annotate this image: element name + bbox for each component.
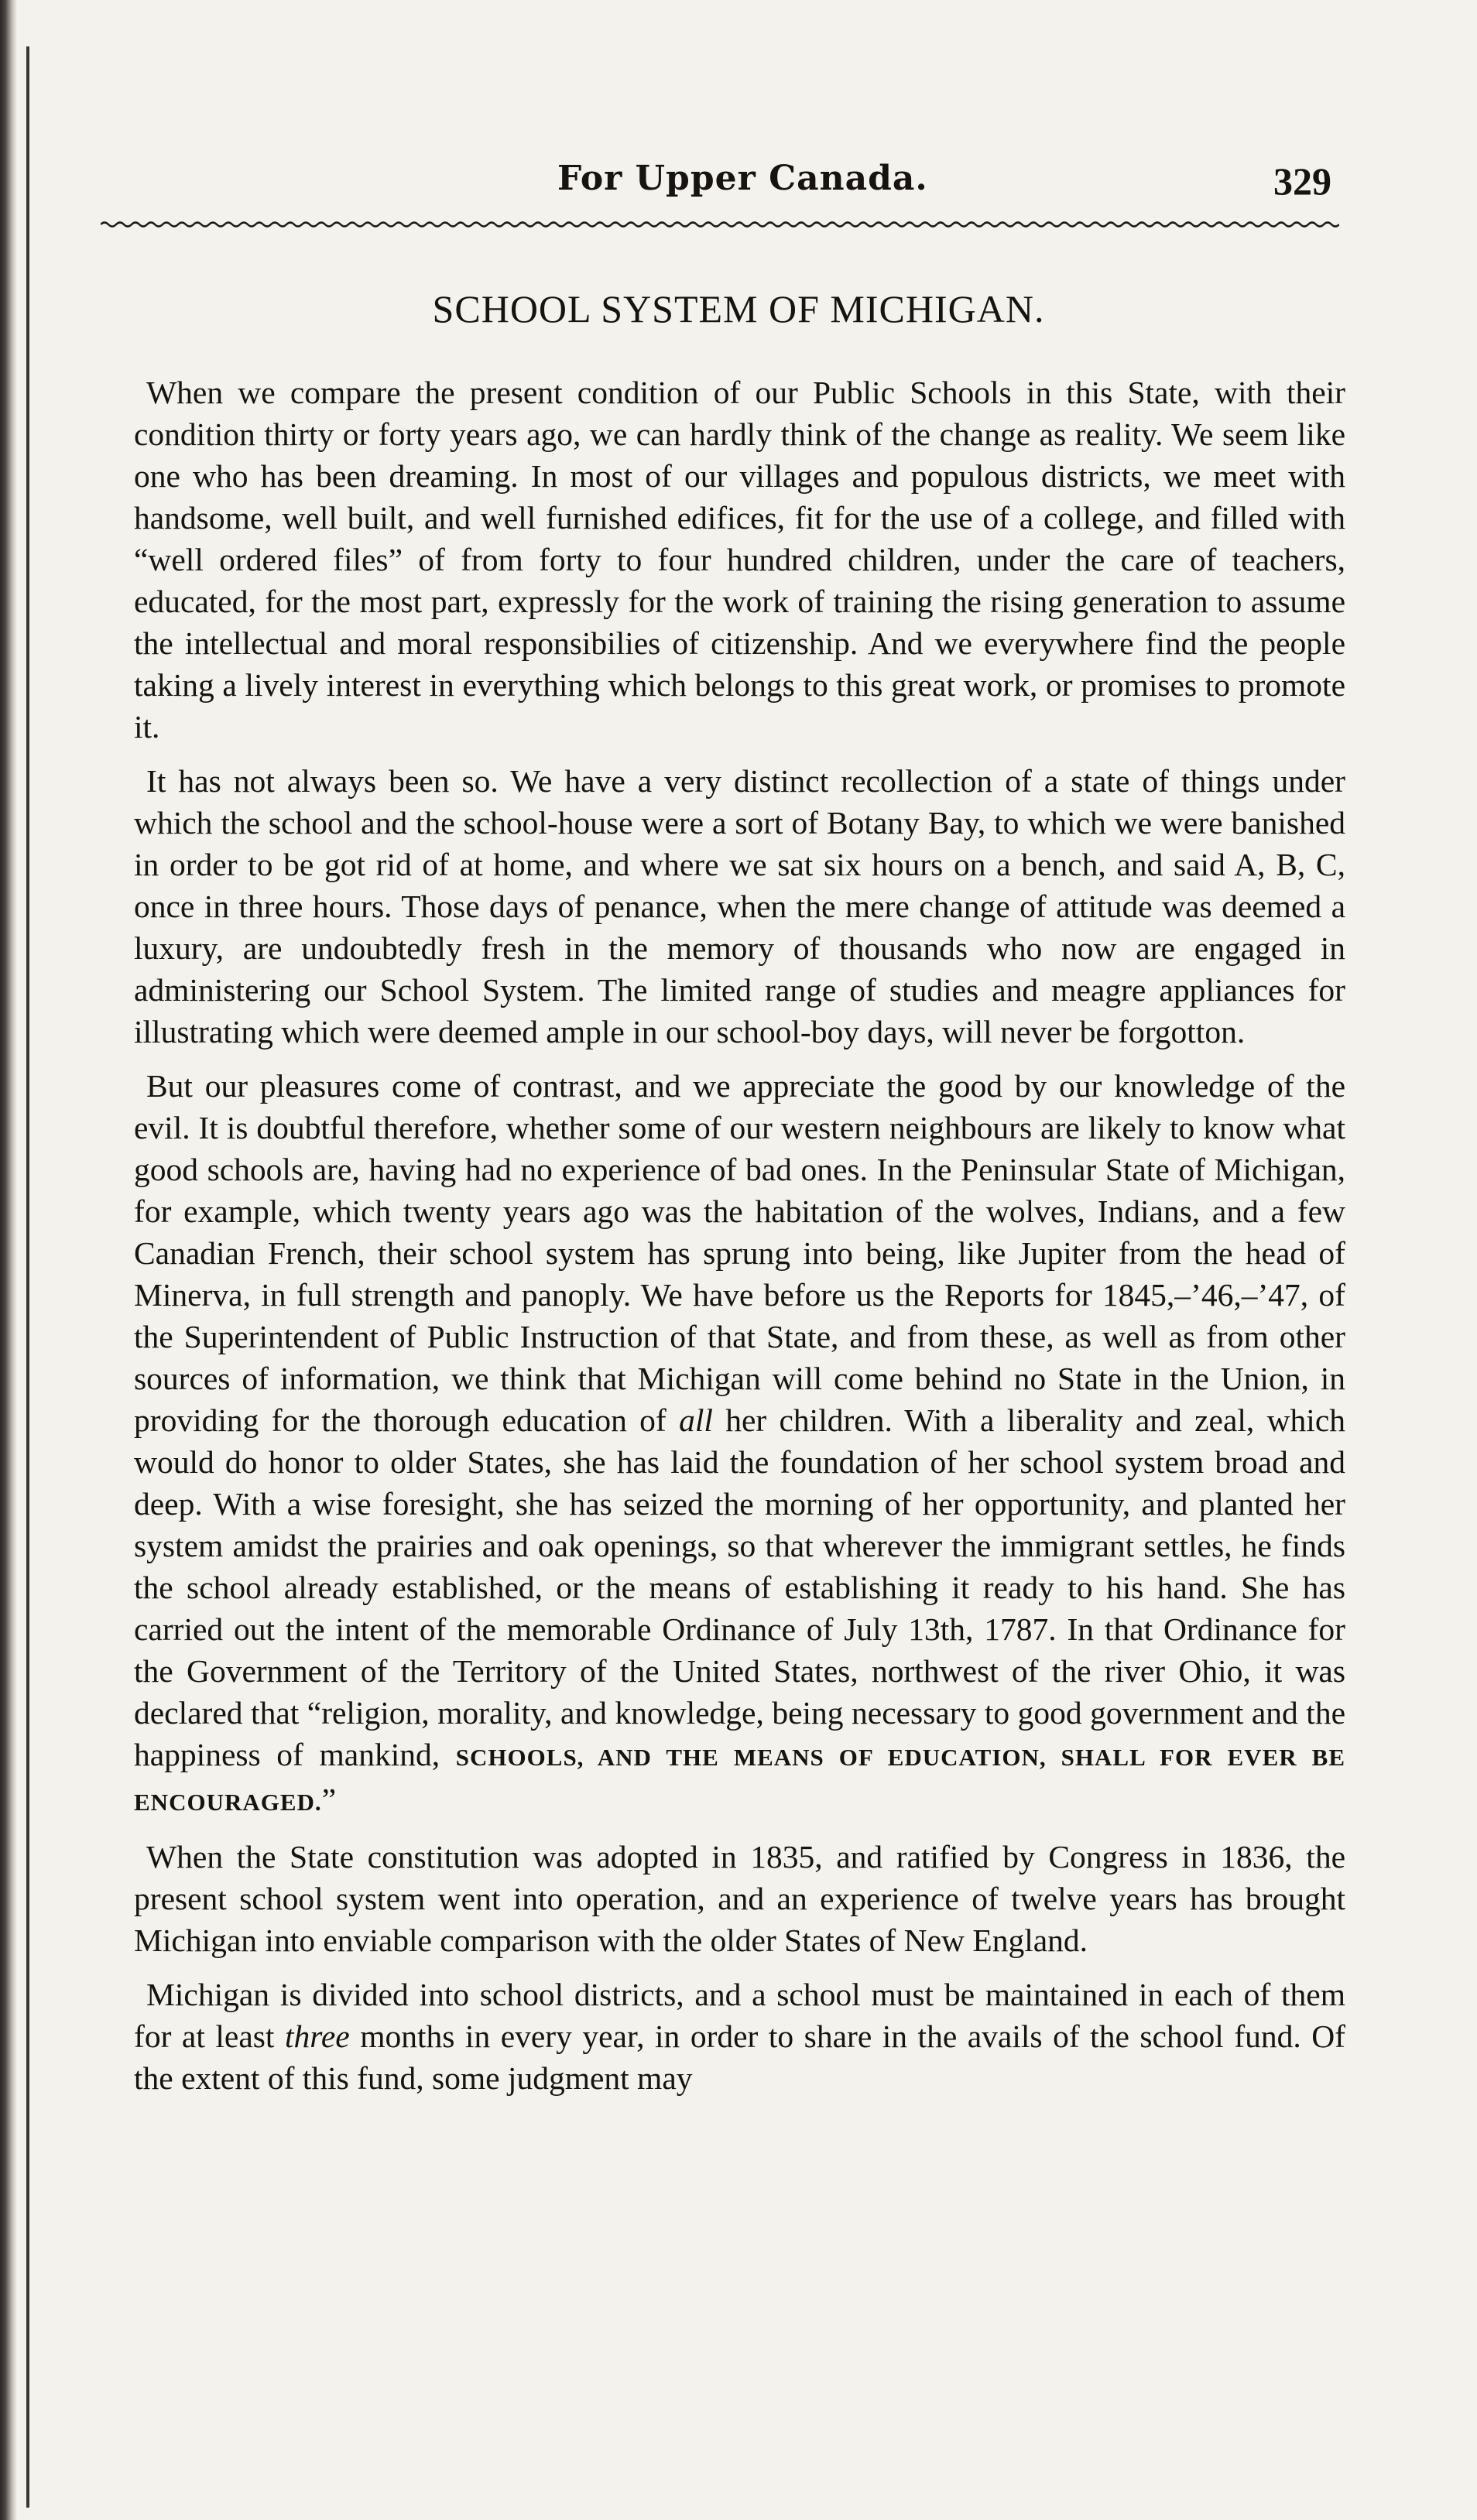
header-wavy-rule: [101, 219, 1339, 230]
paragraph-3: [134, 1065, 1345, 1823]
article-title: SCHOOL SYSTEM OF MICHIGAN.: [432, 287, 1045, 330]
paragraph-3-text-a: But our pleasures come of contrast, and we appreciate the good by our knowledge of the evil. It is doubtful therefore, whether some of our western neighbours are likely to know what good schools are, having had no experience of bad ones. In the Peninsular State of Michigan, for example, which twenty years ago was the habitation of the wolves, Indians, and a few Canadian French, their school system has sprung into being, like Jupiter from the head of Minerva, in full strength and panoply. We have before us the Reports for 1845,–’46,–’47, of the Superintendent of Public Instruction of that State, and from these, as well as from other sources of information, we think that Michigan will come behind no State in the Union, in providing for the thorough education of: [134, 1068, 1345, 1438]
paragraph-1: When we compare the present condition of our Public Schools in this State, with their condition thirty or forty years ago, we can hardly think of the change as reality. We seem like one who has been dreaming. In most of our villages and populous districts, we meet with handsome, well built, and well furnished edifices, fit for the use of a college, and filled with “well ordered files” of from forty to four hundred children, under the care of teachers, educated, for the most part, expressly for the work of training the rising generation to assume the intellectual and moral responsibilies of citizenship. And we everywhere find the people taking a lively interest in everything which belongs to this great work, or promises to promote it.: [134, 375, 1345, 745]
ordinance-quote-small-caps: SCHOOLS, AND THE MEANS OF EDUCATION, SHALL FOR EVER BE ENCOURAGED.: [134, 1744, 1346, 1816]
running-head: For Upper Canada.: [557, 159, 928, 198]
page-binding-edge: [0, 0, 17, 2520]
page-number: 329: [1273, 159, 1331, 203]
page-header: [557, 159, 1331, 213]
emphasis-all: all: [679, 1402, 713, 1438]
paragraph-2: It has not always been so. We have a very distinct recollection of a state of things under which the school and the school-house were a sort of Botany Bay, to which we were banished in order to be got rid of at home, and where we sat six hours on a bench, and said A, B, C, once in three hours. Those days of penance, when the mere change of attitude was deemed a luxury, are undoubtedly fresh in the memory of thousands who now are engaged in administering our School System. The limited range of studies and meagre appliances for illustrating which were deemed ample in our school-boy days, will never be forgotton.: [134, 763, 1345, 1049]
emphasis-three: three: [284, 2018, 350, 2054]
closing-quote: ”: [321, 1782, 337, 1817]
paragraph-3-text-b: her children. With a liberality and zeal, which would do honor to older States, she has laid the foundation of her school system broad and deep. With a wise foresight, she has seized the morning of her opportunity, and planted her system amidst the prairies and oak openings, so that wherever the immigrant settles, he finds the school already established, or the means of establishing it ready to his hand. She has carried out the intent of the memorable Ordinance of July 13th, 1787. In that Ordinance for the Government of the Territory of the United States, northwest of the river Ohio, it was declared that “religion, morality, and knowledge, being necessary to good government and the happiness of mankind,: [134, 1402, 1346, 1772]
paragraph-4: When the State constitution was adopted in 1835, and ratified by Congress in 1836, the present school system went into operation, and an experience of twelve years has brought Michigan into enviable comparison with the older States of New England.: [134, 1839, 1345, 1958]
paragraph-5-text-a: Michigan is divided into school districts, and a school must be maintained in each of them for at least: [134, 1977, 1345, 2054]
article-body: [134, 371, 1345, 2111]
page-margin-line: [26, 46, 29, 2508]
paragraph-5-text-b: months in every year, in order to share in the avails of the school fund. Of the extent of this fund, some judgment may: [134, 2018, 1345, 2096]
paragraph-5: [134, 1974, 1345, 2099]
